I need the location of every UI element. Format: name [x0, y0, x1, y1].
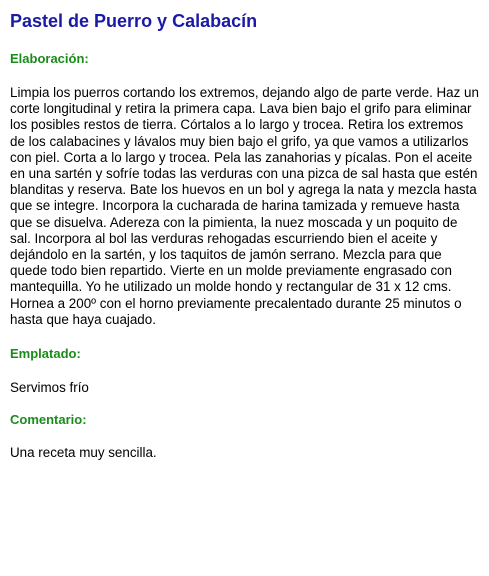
recipe-title: Pastel de Puerro y Calabacín	[10, 11, 258, 31]
comentario-heading: Comentario:	[10, 412, 87, 428]
elaboracion-heading: Elaboración:	[10, 51, 89, 66]
emplatado-heading: Emplatado:	[10, 346, 81, 362]
elaboracion-text: Limpia los puerros cortando los extremos, dejando algo de parte verde. Haz un corte longitudinal y retira la primera capa. Lava bien bajo el grifo para eliminar los posibles restos de tierra. Córtalos a lo largo y trocea. Retira los extremos de los calabacines y lávalos muy bien bajo el grifo, ya que vamos a utilizarlos con piel. Corta a lo largo y trocea. Pela las zanahorias y pícalas. Pon el aceite en una sartén y sofríe todas las verduras con una pizca de sal hasta que estén blanditas y reserva. Bate los huevos en un bol y agrega la nata y mezcla hasta que se integre. Incorpora la cucharada de harina tamizada y remueve hasta que se disuelva. Adereza con la pimienta, la nuez moscada y un poquito de sal. Incorpora al bol las verduras rehogadas escurriendo bien el aceite y dejándolo en la sartén, y los taquitos de jamón serrano. Mezcla para que quede todo bien repartido. Vierte en un molde previamente engrasado con mantequilla. Yo he utilizado un molde hondo y rectangular de 31 x 12 cms. Hornea a 200º con el horno previamente precalentado durante 25 minutos o hasta que haya cuajado.	[10, 85, 479, 327]
emplatado-text: Servimos frío	[10, 380, 89, 396]
comentario-text: Una receta muy sencilla.	[10, 445, 157, 461]
